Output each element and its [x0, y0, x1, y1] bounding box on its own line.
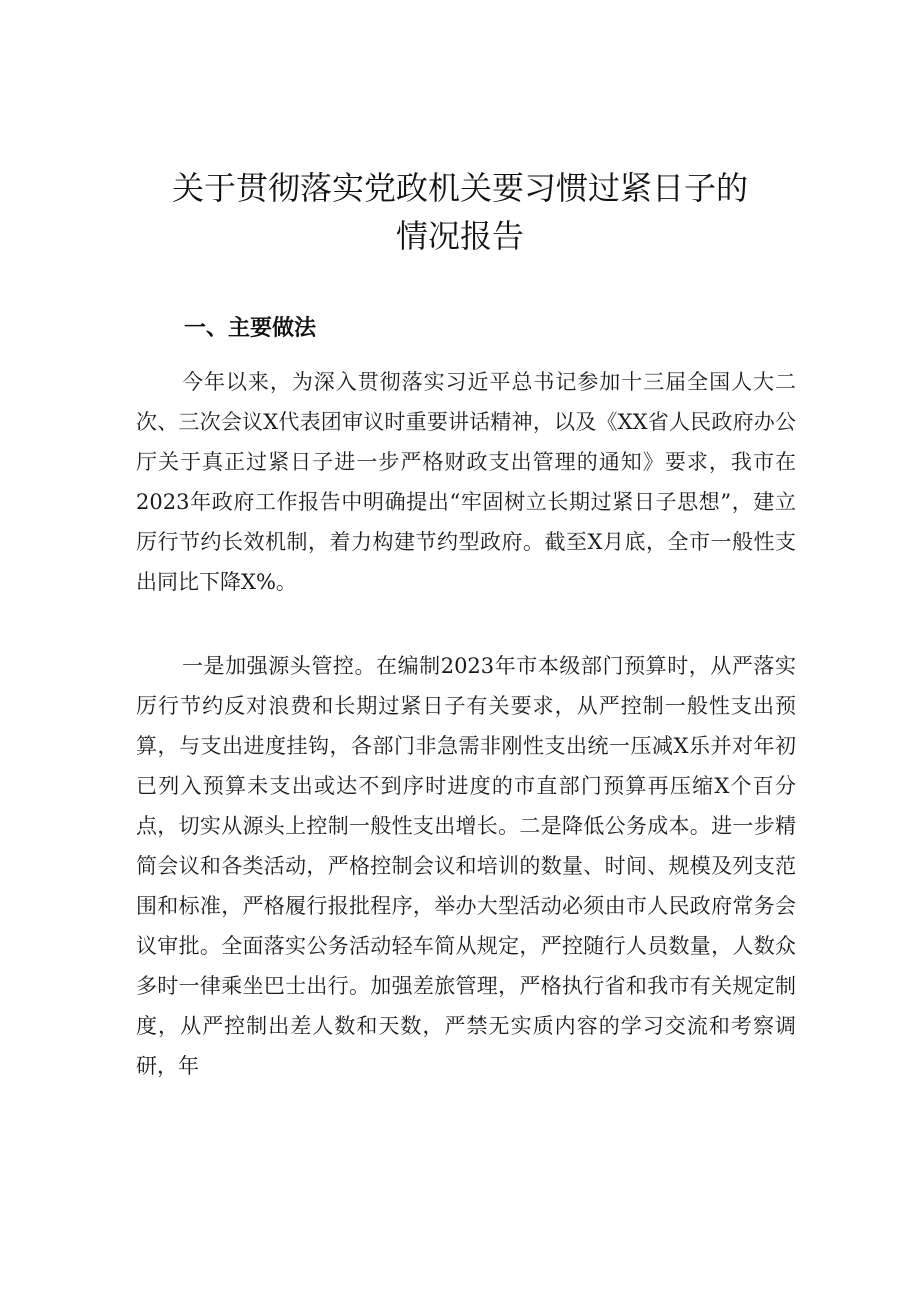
body-paragraph-2: 一是加强源头管控。在编制2023年市本级部门预算时，从严落实厉行节约反对浪费和长期过紧日子有关要求，从严控制一般性支出预算，与支出进度挂钩，各部门非急需非刚性支出统一压减X乐并对年初已列入预算未支出或达不到序时进度的市直部门预算再压缩X个百分点，切实从源头上控制一般性支出增长。二是降低公务成本。进一步精简会议和各类活动，严格控制会议和培训的数量、时间、规模及列支范围和标准，严格履行报批程序，举办大型活动必须由市人民政府常务会议审批。全面落实公务活动轻车简从规定，严控随行人员数量，人数众多时一律乘坐巴士出行。加强差旅管理，严格执行省和我市有关规定制度，从严控制出差人数和天数，严禁无实质内容的学习交流和考察调研，年 [136, 654, 796, 1078]
document-title-line-2: 情况报告 [395, 217, 524, 255]
document-title-line-1: 关于贯彻落实党政机关要习惯过紧日子的 [171, 169, 748, 207]
body-paragraph-1: 今年以来，为深入贯彻落实习近平总书记参加十三届全国人大二次、三次会议X代表团审议时重要讲话精神，以及《XX省人民政府办公厅关于真正过紧日子进一步严格财政支出管理的通知》要求，我市在2023年政府工作报告中明确提出“牢固树立长期过紧日子思想”，建立厉行节约长效机制，着力构建节约型政府。截至X月底，全市一般性支出同比下降X%。 [136, 370, 796, 594]
section-heading: 一、主要做法 [184, 316, 317, 341]
